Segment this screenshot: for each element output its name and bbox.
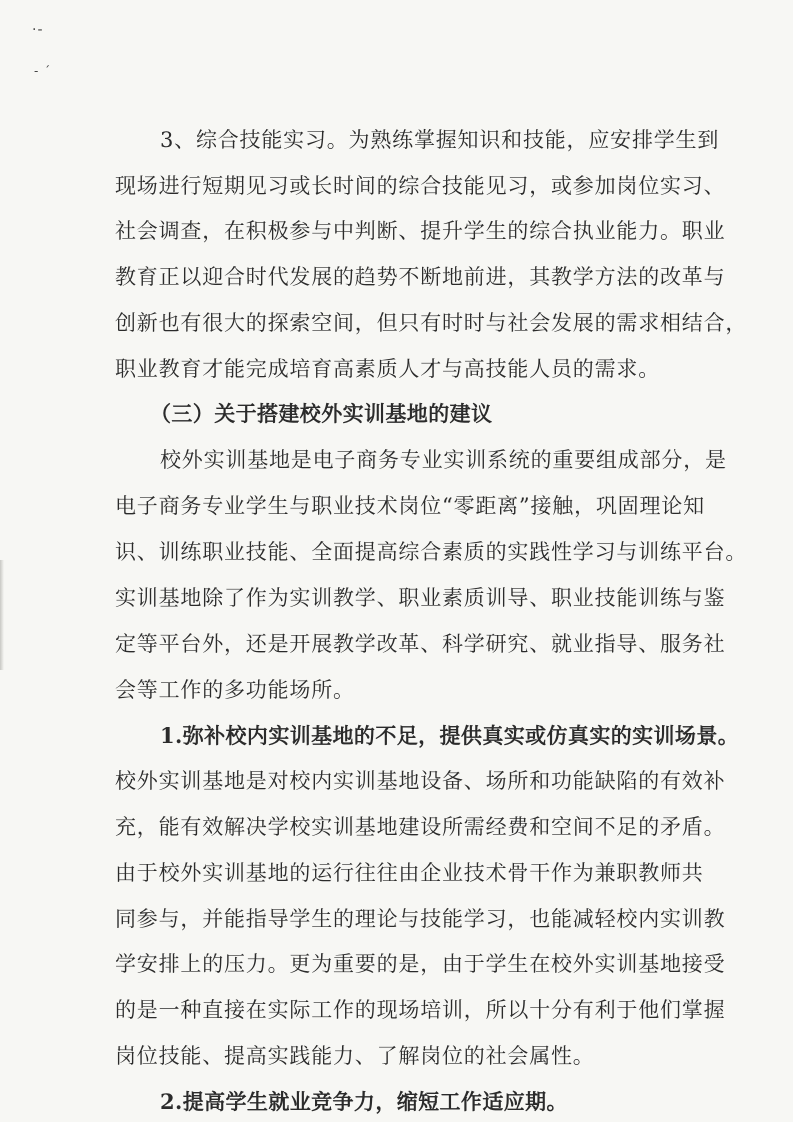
paragraph-line: 充，能有效解决学校实训基地建设所需经费和空间不足的矛盾。 [115,815,726,839]
scan-mark-top: ·- [32,22,44,38]
paragraph-line: 由于校外实训基地的运行往往由企业技术骨干作为兼职教师共 [115,861,704,885]
paragraph-line: 现场进行短期见习或长时间的综合技能见习，或参加岗位实习、 [115,174,726,198]
paragraph-line: 定等平台外，还是开展教学改革、科学研究、就业指导、服务社 [115,632,726,656]
paragraph-line: 实训基地除了作为实训教学、职业素质训导、职业技能训练与鉴 [115,586,726,610]
section-heading: （三）关于搭建校外实训基地的建议 [150,401,493,426]
paragraph-line: 岗位技能、提高实践能力、了解岗位的社会属性。 [115,1044,595,1068]
paragraph-line: 学安排上的压力。更为重要的是，由于学生在校外实训基地接受 [115,952,726,976]
paragraph-line: 的是一种直接在实际工作的现场培训，所以十分有利于他们掌握 [115,998,726,1022]
paragraph-line: 教育正以迎合时代发展的趋势不断地前进，其教学方法的改革与 [115,265,726,289]
paragraph-line: 校外实训基地是对校内实训基地设备、场所和功能缺陷的有效补 [115,769,726,793]
subheading-1: 1.弥补校内实训基地的不足，提供真实或仿真实的实训场景。 [160,723,740,748]
paragraph-line: 创新也有很大的探索空间，但只有时时与社会发展的需求相结合， [115,311,748,335]
paragraph-line: 职业教育才能完成培育高素质人才与高技能人员的需求。 [115,357,660,381]
scan-mark-bottom: - ˊ [34,64,52,78]
paragraph-line: 同参与，并能指导学生的理论与技能学习，也能减轻校内实训教 [115,907,726,931]
paragraph-line: 会等工作的多功能场所。 [115,678,355,702]
paragraph-line: 电子商务专业学生与职业技术岗位“零距离”接触，巩固理论知 [115,494,705,518]
subheading-2: 2.提高学生就业竞争力，缩短工作适应期。 [160,1089,568,1114]
paragraph-line: 识、训练职业技能、全面提高综合素质的实践性学习与训练平台。 [115,540,748,564]
paragraph-line: 3、综合技能实习。为熟练掌握知识和技能，应安排学生到 [160,128,720,152]
paragraph-line: 校外实训基地是电子商务专业实训系统的重要组成部分，是 [160,448,727,472]
paragraph-line: 社会调查，在积极参与中判断、提升学生的综合执业能力。职业 [115,219,726,243]
